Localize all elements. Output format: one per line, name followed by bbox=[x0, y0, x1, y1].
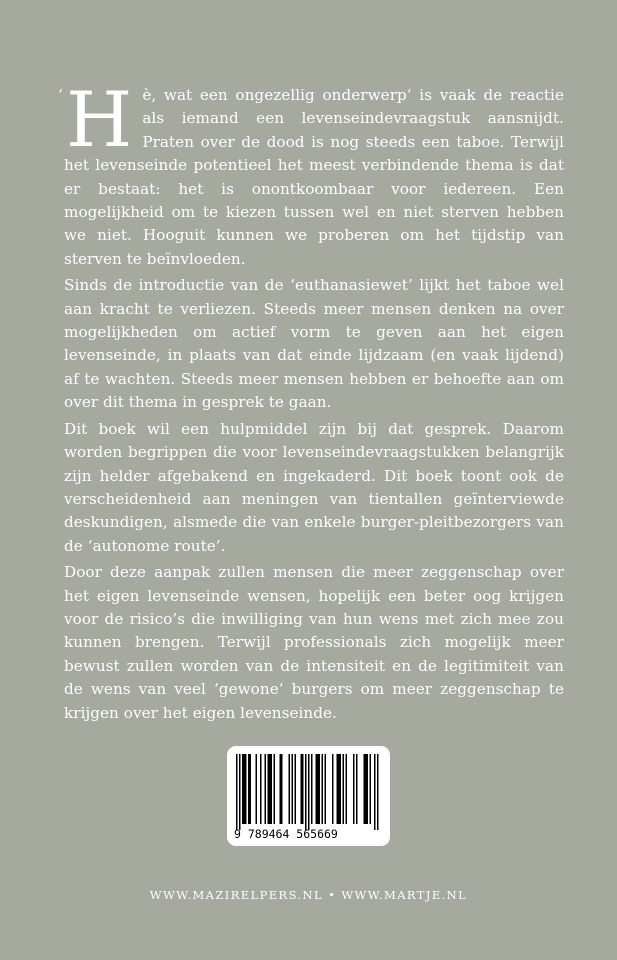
barcode-bar bbox=[292, 754, 294, 824]
barcode-bar bbox=[244, 754, 246, 824]
barcode-bar bbox=[308, 754, 310, 830]
barcode-bar bbox=[265, 754, 267, 824]
barcode-bar bbox=[250, 754, 252, 824]
barcode-bar bbox=[367, 754, 369, 824]
barcode-bar bbox=[340, 754, 342, 824]
barcode-bar bbox=[281, 754, 283, 824]
barcode-bar bbox=[280, 754, 282, 824]
barcode-bar bbox=[346, 754, 348, 824]
barcode-bar bbox=[374, 754, 376, 830]
barcode-bar bbox=[302, 754, 304, 824]
paragraph-1-text: è, wat een ongezellig onderwerp’ is vaak de reactie als iemand een levenseindevraagstuk aansnijdt. Praten over de dood is nog steeds een taboe. Terwijl het levenseinde potentieel het meest verbindende thema is dat er bestaat: het is onontkoombaar voor iedereen. Een mogelijkheid om te kiezen tussen wel en niet sterven hebben we niet. Hooguit kunnen we proberen om het tijdstip van sterven te beïnvloeden. bbox=[64, 86, 564, 268]
barcode-bar bbox=[236, 754, 238, 830]
barcode-bar bbox=[295, 754, 297, 824]
barcode-bar bbox=[256, 754, 258, 824]
barcode-graphic bbox=[232, 752, 385, 842]
barcode-bar bbox=[274, 754, 276, 824]
barcode-bar bbox=[343, 754, 345, 824]
publisher-websites: WWW.MAZIRELPERS.NL • WWW.MARTJE.NL bbox=[149, 888, 468, 902]
barcode-bar bbox=[245, 754, 247, 824]
barcode-bar bbox=[269, 754, 271, 824]
barcode-bar bbox=[370, 754, 372, 824]
barcode-bar bbox=[242, 754, 244, 824]
barcode-bar bbox=[316, 754, 318, 824]
barcode-bar bbox=[301, 754, 303, 824]
barcode-bar bbox=[337, 754, 339, 824]
barcode-bar bbox=[319, 754, 321, 824]
barcode-bar bbox=[305, 754, 307, 830]
barcode-bar bbox=[271, 754, 273, 824]
barcode-bar bbox=[356, 754, 358, 824]
isbn-barcode bbox=[227, 746, 390, 846]
barcode-bar bbox=[364, 754, 366, 824]
barcode-bar bbox=[268, 754, 270, 824]
barcode-bar bbox=[325, 754, 327, 824]
barcode-bar bbox=[311, 754, 313, 824]
paragraph-1 bbox=[58, 75, 564, 271]
barcode-bar bbox=[239, 754, 241, 830]
opening-quote-mark: ‘ bbox=[58, 86, 63, 104]
barcode-bar bbox=[377, 754, 379, 830]
barcode-bar bbox=[317, 754, 319, 824]
barcode-bar bbox=[289, 754, 291, 824]
drop-cap: H bbox=[66, 75, 133, 164]
paragraph-2: Sinds de introductie van de ‘euthanasiewet’ lijkt het taboe wel aan kracht te verliezen. Steeds meer mensen denken na over mogelijkheden om actief vorm te geven aan het eigen levenseinde, in plaats van dat einde lijdzaam (en vaak lijdend) af te wachten. Steeds meer mensen hebben er behoefte aan om over dit thema in gesprek te gaan. bbox=[64, 276, 564, 412]
barcode-bar bbox=[322, 754, 324, 824]
barcode-bar bbox=[353, 754, 355, 824]
isbn-digits: 9 789464 565669 bbox=[234, 827, 338, 841]
barcode-bar bbox=[338, 754, 340, 824]
barcode-bar bbox=[260, 754, 262, 824]
barcode-bar bbox=[365, 754, 367, 824]
paragraph-4: Door deze aanpak zullen mensen die meer zeggenschap over het eigen levenseinde wensen, hopelijk een beter oog krijgen voor de risico’s die inwilliging van hun wens met zich mee zou kunnen brengen. Terwijl professionals zich mogelijk meer bewust zullen worden van de intensiteit en de legitimiteit van de wens van veel ‘gewone’ burgers om meer zeggenschap te krijgen over het eigen levenseinde. bbox=[64, 563, 564, 722]
blurb-text bbox=[58, 75, 564, 728]
barcode-bar bbox=[332, 754, 334, 824]
barcode-bar bbox=[248, 754, 250, 824]
paragraph-3: Dit boek wil een hulpmiddel zijn bij dat gesprek. Daarom worden begrippen die voor levenseindevraagstukken belangrijk zijn helder afgebakend en ingekaderd. Dit boek toont ook de verscheidenheid aan meningen van tientallen geïnterviewde deskundigen, alsmede die van enkele burger-pleitbezorgers van de ‘autonome route’. bbox=[64, 419, 564, 555]
